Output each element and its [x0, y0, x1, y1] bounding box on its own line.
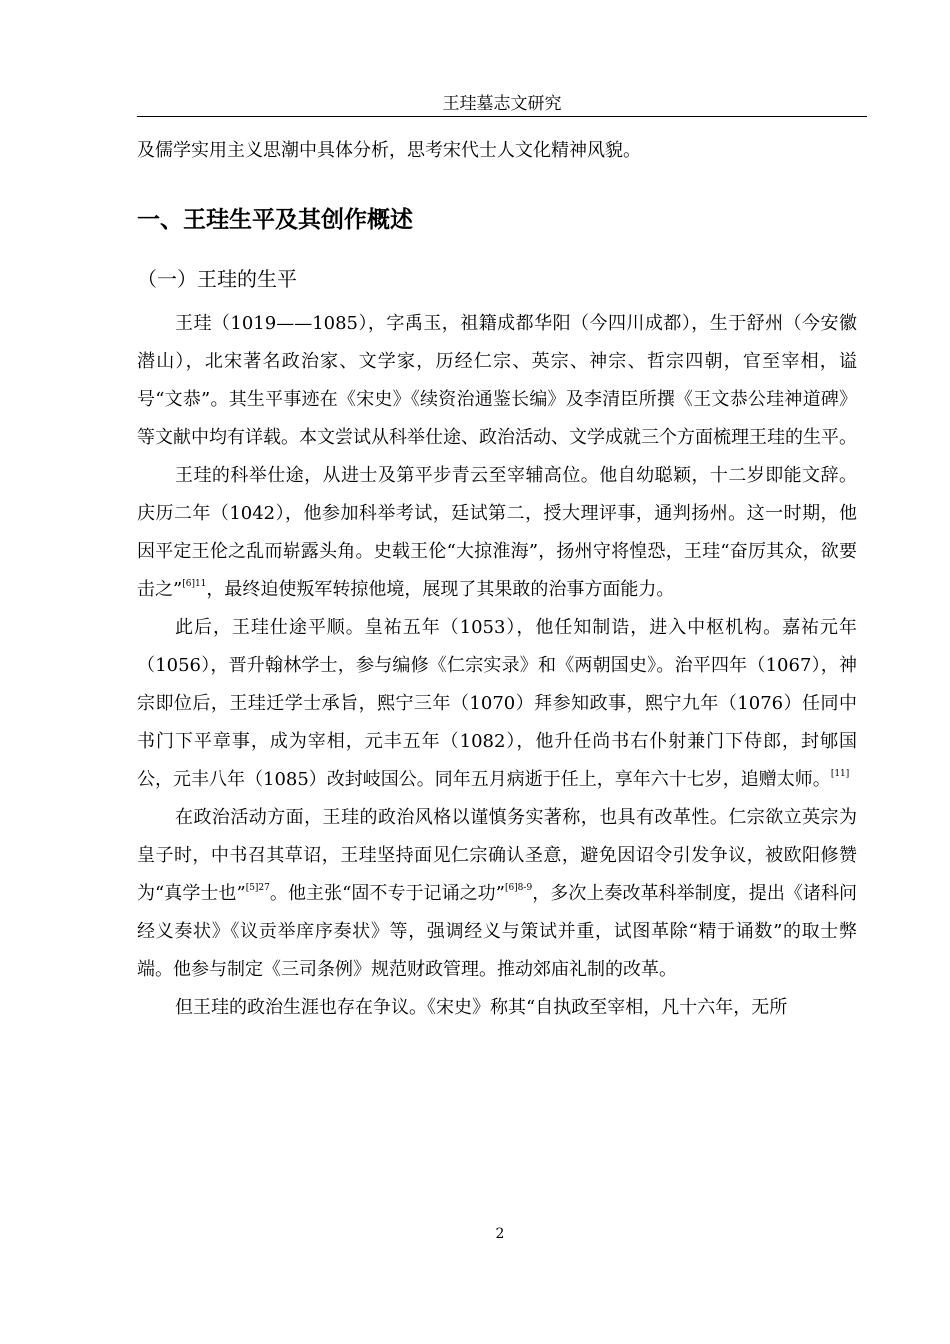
citation: [11]	[830, 769, 850, 779]
paragraph-controversy: 但王珪的政治生涯也存在争议。《宋史》称其“自执政至宰相，凡十六年，无所	[175, 997, 788, 1018]
citation: [5]27	[245, 883, 270, 893]
running-header: 王珪墓志文研究	[442, 94, 562, 114]
paragraph-political-activity	[137, 799, 857, 989]
citation: [6]8-9	[504, 883, 533, 893]
body-text	[137, 132, 857, 1027]
paragraph-text: 此后，王珪仕途平顺。皇祐五年（1053），他任知制诰，进入中枢机构。嘉祐元年（1056），晋升翰林学士，参与编修《仁宗实录》和《两朝国史》。治平四年（1067），神宗即位后，王珪迁学士承旨，熙宁三年（1070）拜参知政事，熙宁九年（1076）任同中书门下平章事，成为宰相，元丰五年（1082），他升任尚书右仆射兼门下侍郎，封郇国公，元丰八年（1085）改封岐国公。同年五月病逝于任上，享年六十七岁，追赠太师。	[137, 617, 857, 790]
section-heading: 一、王珪生平及其创作概述	[137, 207, 413, 233]
paragraph-text: 王珪的科举仕途，从进士及第平步青云至宰辅高位。他自幼聪颖，十二岁即能文辞。庆历二年（1042），他参加科举考试，廷试第二，授大理评事，通判扬州。这一时期，他因平定王伦之乱而崭露头角。史载王伦“大掠淮海”，扬州守将惶恐，王珪“奋厉其众，欲要击之”	[137, 465, 857, 600]
paragraph-career-advance	[137, 609, 857, 799]
paragraph-text: 在政治活动方面，王珪的政治风格以谨慎务实著称，也具有改革性。仁宗欲立英宗为皇子时，中书召其草诏，王珪坚持面见仁宗确认圣意，避免因诏令引发争议，被欧阳修赞为“真学士也”	[137, 807, 857, 904]
subsection-heading: （一）王珪的生平	[137, 267, 297, 291]
paragraph-text: ，最终迫使叛军转掠他境，展现了其果敢的治事方面能力。	[206, 579, 675, 600]
paragraph-text: 。他主张“固不专于记诵之功”	[269, 883, 505, 904]
paragraph-text: ，多次上奏改革科举制度，提出《诸科问经义奏状》《议贡举庠序奏状》等，强调经义与策试并重，试图革除“精于诵数”的取士弊端。他参与制定《三司条例》规范财政管理。推动郊庙礼制的改革。	[137, 883, 858, 980]
page-number: 2	[495, 1226, 505, 1242]
citation: [6]11	[182, 579, 207, 589]
header-rule	[137, 116, 867, 117]
paragraph-continued: 及儒学实用主义思潮中具体分析，思考宋代士人文化精神风貌。	[137, 140, 641, 161]
paragraph-exam-career	[137, 457, 857, 609]
paragraph-intro: 王珪（1019——1085），字禹玉，祖籍成都华阳（今四川成都），生于舒州（今安徽潜山），北宋著名政治家、文学家，历经仁宗、英宗、神宗、哲宗四朝，官至宰相，谥号“文恭”。其生平事迹在《宋史》《续资治通鉴长编》及李清臣所撰《王文恭公珪神道碑》等文献中均有详载。本文尝试从科举仕途、政治活动、文学成就三个方面梳理王珪的生平。	[137, 313, 857, 448]
